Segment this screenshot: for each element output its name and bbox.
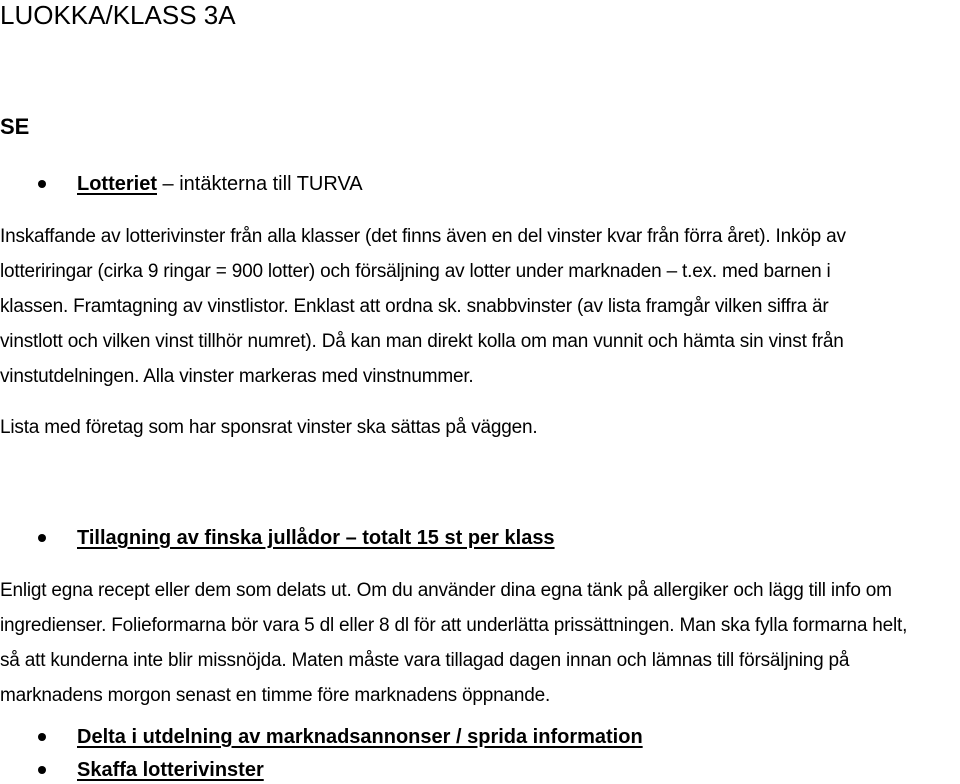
bullet-heading: Lotteriet [77,173,157,195]
paragraph-line: klassen. Framtagning av vinstlistor. Enklast att ordna sk. snabbvinster (av lista framgår vilken siffra är [0,296,829,317]
bullet-subtext: – intäkterna till TURVA [157,173,363,195]
paragraph-sponsors [0,410,958,445]
paragraph-line: marknadens morgon senast en timme före marknadens öppnande. [0,685,551,706]
bullet-icon [38,733,46,741]
paragraph-line: Inskaffande av lotterivinster från alla klasser (det finns även en del vinster kvar från förra året). Inköp av [0,226,846,247]
paragraph-line: Enligt egna recept eller dem som delats ut. Om du använder dina egna tänk på allergiker och lägg till info om [0,580,892,601]
paragraph-line: Lista med företag som har sponsrat vinster ska sättas på väggen. [0,417,538,438]
paragraph-line: vinstutdelningen. Alla vinster markeras med vinstnummer. [0,366,474,387]
paragraph-line: så att kunderna inte blir missnöjda. Maten måste vara tillagad dagen innan och lämnas till försäljning på [0,650,850,671]
paragraph-line: lotteriringar (cirka 9 ringar = 900 lotter) och försäljning av lotter under marknaden – t.ex. med barnen i [0,261,831,282]
bullet-icon [38,766,46,774]
paragraph-line: vinstlott och vilken vinst tillhör numret). Då kan man direkt kolla om man vunnit och hämta sin vinst från [0,331,844,352]
bullet-icon [38,180,46,188]
paragraph-line: ingredienser. Folieformarna bör vara 5 dl eller 8 dl för att underlätta prissättningen. Man ska fylla formarna helt, [0,615,908,636]
bullet-text [77,170,363,198]
section-heading: SE [0,114,30,139]
bullet-icon [38,534,46,542]
bullet-heading: Delta i utdelning av marknadsannonser / sprida information [77,726,643,748]
paragraph-lotteriet [0,219,958,394]
bullet-heading: Tillagning av finska jullådor – totalt 15 st per klass [77,527,555,549]
page-title: LUOKKA/KLASS 3A [0,0,236,30]
paragraph-jullador [0,573,958,713]
bullet-heading: Skaffa lotterivinster [77,759,264,781]
